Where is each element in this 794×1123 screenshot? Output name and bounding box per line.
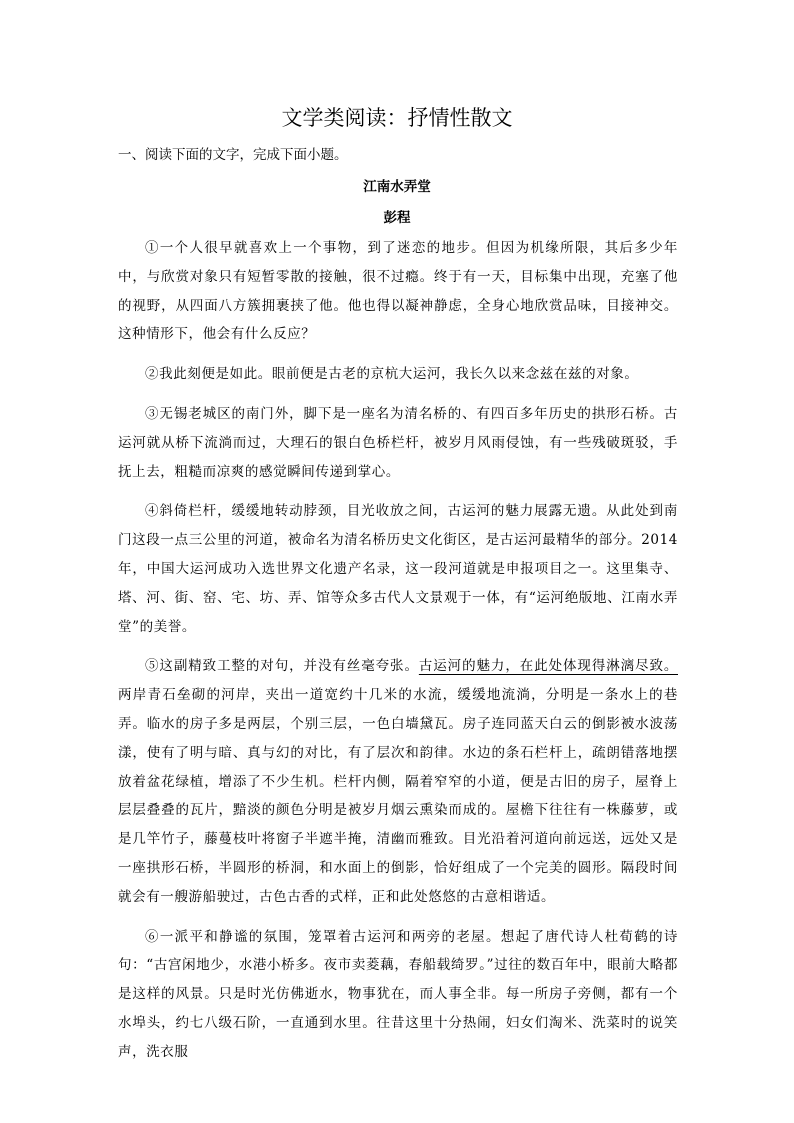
paragraph-1: ①一个人很早就喜欢上一个事物，到了迷恋的地步。但因为机缘所限，其后多少年中，与欣赏对象只有短暂零散的接触，很不过瘾。终于有一天，目标集中出现，充塞了他的视野，从四面八方簇拥裹挟了他。他也得以凝神静虑，全身心地欣赏品味，目接神交。这种情形下，他会有什么反应？ bbox=[118, 240, 678, 343]
paragraph-5-rest: 两岸青石垒砌的河岸，夹出一道宽约十几米的水流，缓缓地流淌，分明是一条水上的巷弄。临水的房子多是两层，个别三层，一色白墙黛瓦。房子连同蓝天白云的倒影被水波荡漾，使有了明与暗、真与幻的对比，有了层次和韵律。水边的条石栏杆上，疏朗错落地摆放着盆花绿植，增添了不少生机。栏杆内侧，隔着窄窄的小道，便是古旧的房子，屋脊上层层叠叠的瓦片，黯淡的颜色分明是被岁月烟云熏染而成的。屋檐下往往有一株藤萝，或是几竿竹子，藤蔓枝叶将窗子半遮半掩，清幽而雅致。目光沿着河道向前远送，远处又是一座拱形石桥，半圆形的桥洞，和水面上的倒影，恰好组成了一个完美的圆形。隔段时间就会有一艘游船驶过，古色古香的式样，正和此处悠悠的古意相谐适。 bbox=[118, 687, 678, 905]
essay-body bbox=[118, 234, 678, 1078]
essay-title: 江南水弄堂 bbox=[363, 179, 431, 195]
paragraph-5-intro: ⑤这副精致工整的对句，并没有丝毫夸张。 bbox=[145, 658, 419, 675]
paragraph-5 bbox=[118, 652, 678, 911]
page-title: 文学类阅读：抒情性散文 bbox=[281, 106, 513, 130]
underlined-sentence: 古运河的魅力，在此处体现得淋漓尽致。 bbox=[418, 658, 678, 675]
question-instruction: 一、阅读下面的文字，完成下面小题。 bbox=[118, 147, 348, 163]
paragraph-4: ④斜倚栏杆，缓缓地转动脖颈，目光收放之间，古运河的魅力展露无遗。从此处到南门这段一点三公里的河道，被命名为清名桥历史文化街区，是古运河最精华的部分。2014年，中国大运河成功入选世界文化遗产名录，这一段河道就是申报项目之一。这里集寺、塔、河、街、窑、宅、坊、弄、馆等众多古代人文景观于一体，有“运河绝版地、江南水弄堂”的美誉。 bbox=[118, 503, 678, 635]
paragraph-3: ③无锡老城区的南门外，脚下是一座名为清名桥的、有四百多年历史的拱形石桥。古运河就从桥下流淌而过，大理石的银白色桥栏杆，被岁月风雨侵蚀，有一些残破斑驳，手抚上去，粗糙而凉爽的感觉瞬间传递到掌心。 bbox=[118, 405, 678, 480]
paragraph-6: ⑥一派平和静谧的氛围，笼罩着古运河和两旁的老屋。想起了唐代诗人杜荀鹤的诗句：“古宫闲地少，水港小桥多。夜市卖菱藕，春船载绮罗。”过往的数百年中，眼前大略都是这样的风景。只是时光仿佛逝水，物事犹在，而人事全非。每一所房子旁侧，都有一个水埠头，约七八级石阶，一直通到水里。往昔这里十分热闹，妇女们淘米、洗菜时的说笑声，洗衣服 bbox=[118, 928, 678, 1060]
essay-author: 彭程 bbox=[383, 210, 411, 226]
paragraph-2: ②我此刻便是如此。眼前便是古老的京杭大运河，我长久以来念兹在兹的对象。 bbox=[145, 366, 639, 383]
